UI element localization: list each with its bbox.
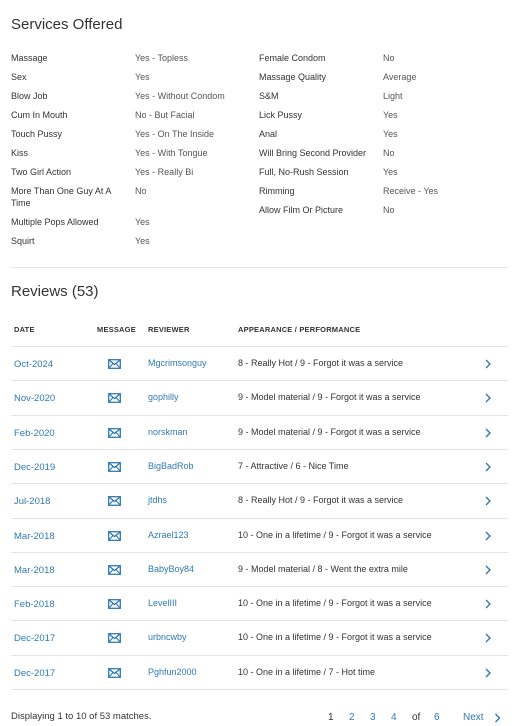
table-row[interactable]: [11, 518, 508, 553]
table-row[interactable]: [11, 415, 508, 450]
reviewer-link[interactable]: LevelIII: [148, 598, 178, 609]
appearance-performance: 8 - Really Hot / 9 - Forgot it was a service: [238, 495, 404, 506]
appearance-performance: 9 - Model material / 9 - Forgot it was a service: [238, 392, 421, 403]
chevron-right-icon[interactable]: [484, 668, 492, 678]
chevron-right-icon[interactable]: [484, 565, 492, 575]
service-label: Full, No-Rush Session: [259, 167, 349, 177]
service-label: Sex: [11, 72, 27, 82]
column-header-performance: APPEARANCE / PERFORMANCE: [238, 325, 361, 334]
appearance-performance: 10 - One in a lifetime / 9 - Forgot it was a service: [238, 529, 432, 540]
appearance-performance: 9 - Model material / 9 - Forgot it was a service: [238, 426, 421, 437]
envelope-icon[interactable]: [108, 359, 121, 369]
reviewer-link[interactable]: Azrael123: [148, 529, 189, 540]
service-value: Light: [383, 91, 403, 101]
pagination-summary: Displaying 1 to 10 of 53 matches.: [11, 711, 152, 722]
service-value: Average: [383, 72, 417, 82]
review-date-link[interactable]: Nov-2020: [14, 393, 56, 405]
envelope-icon[interactable]: [108, 496, 121, 506]
table-row[interactable]: [11, 586, 508, 621]
service-label: Will Bring Second Provider: [259, 148, 367, 158]
envelope-icon[interactable]: [108, 462, 121, 472]
review-date-link[interactable]: Dec-2017: [14, 667, 56, 679]
chevron-right-icon[interactable]: [494, 713, 501, 723]
service-label: Female Condom: [259, 53, 326, 63]
reviewer-link[interactable]: norskman: [148, 426, 188, 437]
chevron-right-icon[interactable]: [484, 359, 492, 369]
appearance-performance: 8 - Really Hot / 9 - Forgot it was a service: [238, 358, 404, 368]
service-value: Yes - On The Inside: [135, 129, 215, 139]
page-link-4[interactable]: 4: [391, 712, 397, 723]
service-value: Yes: [135, 72, 150, 82]
service-label: Massage: [11, 53, 48, 63]
reviewer-link[interactable]: Pghfun2000: [148, 666, 197, 677]
reviewer-link[interactable]: BabyBoy84: [148, 563, 195, 574]
service-label: Kiss: [11, 148, 29, 158]
service-value: No: [383, 148, 395, 158]
service-value: Yes: [383, 129, 398, 139]
appearance-performance: 7 - Attractive / 6 - Nice Time: [238, 460, 349, 471]
review-date-link[interactable]: Feb-2018: [14, 599, 55, 611]
review-date-link[interactable]: Mar-2018: [14, 564, 55, 576]
appearance-performance: 9 - Model material / 8 - Went the extra mile: [238, 563, 408, 574]
review-date-link[interactable]: Jul-2018: [14, 496, 51, 508]
reviewer-link[interactable]: jtdhs: [148, 495, 168, 506]
service-label: Cum In Mouth: [11, 110, 68, 120]
envelope-icon[interactable]: [108, 599, 121, 609]
table-row[interactable]: [11, 346, 508, 381]
column-header-reviewer[interactable]: REVIEWER: [148, 325, 190, 334]
reviewer-link[interactable]: Mgcrimsonguy: [148, 358, 207, 368]
envelope-icon[interactable]: [108, 668, 121, 678]
reviewer-link[interactable]: BigBadRob: [148, 460, 194, 471]
review-date-link[interactable]: Dec-2017: [14, 633, 56, 645]
services-title: Services Offered: [11, 16, 123, 33]
table-row[interactable]: [11, 620, 508, 655]
review-date-link[interactable]: Feb-2020: [14, 427, 55, 439]
review-date-link[interactable]: Oct-2024: [14, 359, 54, 370]
service-label: More Than One Guy At A Time: [11, 186, 111, 208]
table-row[interactable]: [11, 380, 508, 415]
service-value: Yes - Topless: [135, 53, 189, 63]
service-label: S&M: [259, 91, 279, 101]
service-value: No: [383, 205, 395, 215]
reviewer-link[interactable]: urbncwby: [148, 632, 187, 643]
service-label: Rimming: [259, 186, 295, 196]
chevron-right-icon[interactable]: [484, 462, 492, 472]
appearance-performance: 10 - One in a lifetime / 9 - Forgot it was a service: [238, 598, 432, 609]
chevron-right-icon[interactable]: [484, 393, 492, 403]
page-link-1[interactable]: 1: [328, 712, 334, 723]
service-label: Lick Pussy: [259, 110, 303, 120]
page-link-last[interactable]: 6: [434, 712, 440, 723]
service-value: No: [135, 186, 147, 196]
chevron-right-icon[interactable]: [484, 428, 492, 438]
review-date-link[interactable]: Dec-2019: [14, 461, 56, 473]
service-value: Yes: [383, 110, 398, 120]
section-divider: [11, 267, 508, 268]
envelope-icon[interactable]: [108, 531, 121, 541]
reviews-title: Reviews (53): [11, 283, 99, 300]
table-bottom-divider: [11, 689, 508, 690]
service-value: No: [383, 53, 395, 63]
reviewer-link[interactable]: gophilly: [148, 392, 179, 403]
appearance-performance: 10 - One in a lifetime / 7 - Hot time: [238, 666, 376, 677]
service-label: Blow Job: [11, 91, 48, 101]
service-value: Yes - Without Condom: [135, 91, 225, 101]
next-page-link[interactable]: Next: [463, 712, 484, 723]
chevron-right-icon[interactable]: [484, 633, 492, 643]
table-row[interactable]: [11, 552, 508, 587]
appearance-performance: 10 - One in a lifetime / 9 - Forgot it was a service: [238, 632, 432, 643]
envelope-icon[interactable]: [108, 633, 121, 643]
service-value: No - But Facial: [135, 110, 195, 120]
envelope-icon[interactable]: [108, 565, 121, 575]
chevron-right-icon[interactable]: [484, 599, 492, 609]
service-label: Touch Pussy: [11, 129, 63, 139]
service-label: Squirt: [11, 236, 35, 246]
chevron-right-icon[interactable]: [484, 496, 492, 506]
envelope-icon[interactable]: [108, 428, 121, 438]
envelope-icon[interactable]: [108, 393, 121, 403]
table-row[interactable]: [11, 655, 508, 690]
page-link-3[interactable]: 3: [370, 712, 376, 723]
service-label: Multiple Pops Allowed: [11, 217, 99, 227]
column-header-message: MESSAGE: [97, 325, 136, 334]
service-value: Yes: [383, 167, 398, 177]
pagination-of-label: of: [412, 712, 421, 723]
service-value: Yes: [135, 217, 150, 227]
service-label: Allow Film Or Picture: [259, 205, 344, 215]
column-header-date[interactable]: DATE: [14, 325, 35, 334]
table-row[interactable]: [11, 483, 508, 518]
service-value: Yes - Really Bi: [135, 167, 194, 177]
review-date-link[interactable]: Mar-2018: [14, 530, 55, 542]
service-label: Anal: [259, 129, 278, 139]
service-value: Yes - With Tongue: [135, 148, 208, 158]
service-value: Receive - Yes: [383, 186, 439, 196]
service-label: Massage Quality: [259, 72, 327, 82]
chevron-right-icon[interactable]: [484, 531, 492, 541]
table-row[interactable]: [11, 449, 508, 484]
service-label: Two Girl Action: [11, 167, 72, 177]
service-value: Yes: [135, 236, 150, 246]
page-link-2[interactable]: 2: [349, 712, 355, 723]
